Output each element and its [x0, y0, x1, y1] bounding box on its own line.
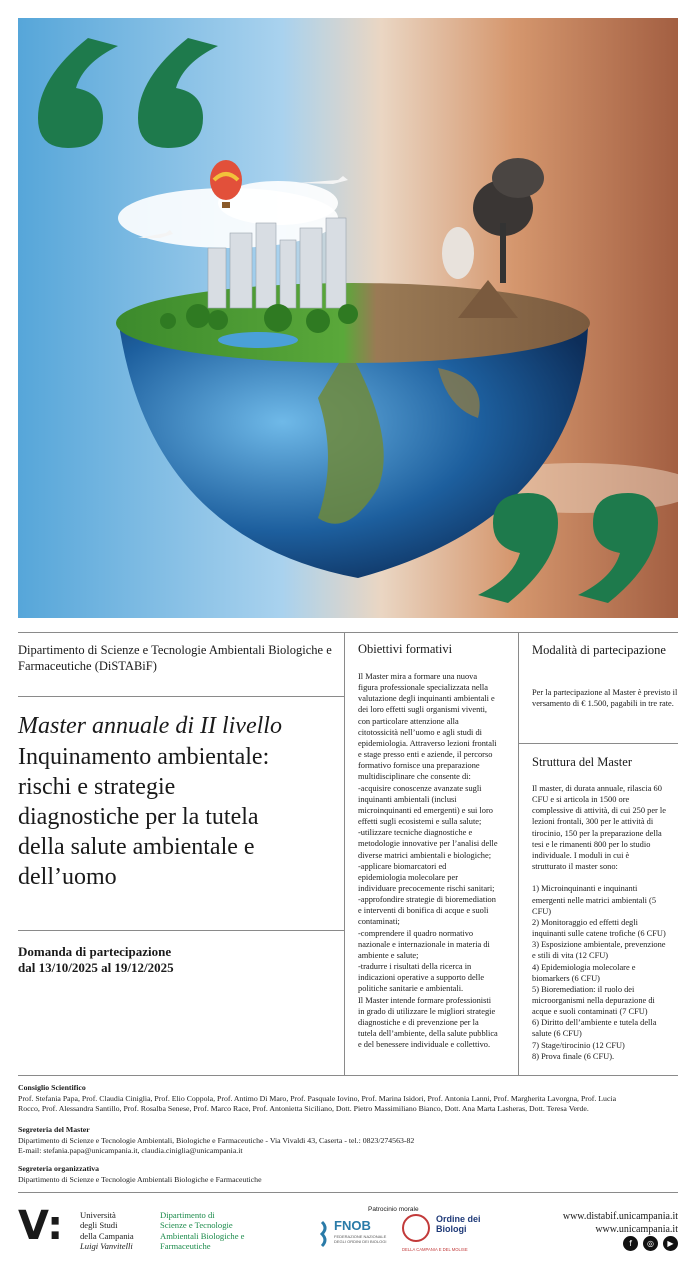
text-line: nazionale e internazionale in materia di — [358, 939, 490, 949]
text-line — [532, 872, 678, 883]
vanvitelli-logo: V: — [18, 1203, 64, 1249]
scientific-committee: Consiglio Scientifico Prof. Stefania Papa, Prof. Claudia Ciniglia, Prof. Elio Coppola, Prof. Antimo Di Maro, Prof. Pasquale Iovino, Prof. Marina Isidori, Prof. Antonia Lanni, Prof. Margherita Lavorgna, Prof. Lucia Rocco, Prof. Alessandra Santillo, Prof. Rosalba Senese, Prof. Marco Race, Prof. Antonietta Siciliano, Dott. Pietro Massimiliano Bianco, Dott. Ana Marta Lasheras, Dott. Teresa Verde. — [18, 1083, 617, 1113]
text-line: biomarkers (6 CFU) — [532, 973, 600, 983]
text-line: 8) Prova finale (6 CFU). — [532, 1051, 615, 1061]
text-line: tirocinio, 150 per la preparazione della — [532, 828, 662, 838]
text-line: indicazioni operative a supporto delle — [358, 973, 485, 983]
odb-logo: Ordine dei Biologi — [436, 1214, 481, 1234]
text-line: 2) Monitoraggio ed effetti degli — [532, 917, 638, 927]
text-line: e del benessere individuale e collettivo. — [358, 1040, 491, 1050]
text-line: diagnostiche e di prevenzione per la — [358, 1017, 479, 1027]
text-line: e stage presso enti e aziende, il percorso — [358, 750, 493, 760]
text-line: epidemiologia. Attraverso lezioni frontali — [358, 738, 497, 748]
odb-logo-icon — [402, 1214, 430, 1242]
text-line: 3) Esposizione ambientale, prevenzione — [532, 940, 666, 950]
bottom-rule — [18, 1075, 678, 1076]
text-line: effetti sugli ecosistemi e sulla salute; — [358, 817, 482, 827]
text-line: 6) Diritto dell’ambiente e tutela della — [532, 1018, 657, 1028]
text-line: dei loro effetti sugli organismi viventi, — [358, 705, 488, 715]
right-column-rule — [518, 743, 678, 744]
column-divider-2 — [518, 632, 519, 1075]
column-divider-1 — [344, 632, 345, 1075]
text-line: formativo fornisce una preparazione — [358, 761, 480, 771]
text-line: figura professionale specializzata nella — [358, 683, 488, 693]
text-line: politiche sanitarie e ambientali. — [358, 984, 464, 994]
text-line: valutazione degli inquinanti ambientali e — [358, 694, 495, 704]
structure-text — [532, 783, 678, 1062]
text-line: con particolare attenzione alla — [358, 716, 459, 726]
text-line: multidisciplinare che consente di: — [358, 772, 471, 782]
structure-heading: Struttura del Master — [532, 755, 632, 769]
text-line: Il Master intende formare professionisti — [358, 995, 492, 1005]
text-line: acque e suoli contaminati (7 CFU) — [532, 1007, 648, 1017]
text-line: -tradurre i risultati della ricerca in — [358, 962, 472, 972]
footer — [18, 1192, 678, 1256]
earth-illustration — [18, 18, 678, 618]
text-line: citotossicità nell’uomo e agli studi di — [358, 727, 482, 737]
text-line: ambiente e salute; — [358, 950, 419, 960]
text-line: 1) Microinquinanti e inquinanti — [532, 884, 638, 894]
text-line: Il master, di durata annuale, rilascia 60 — [532, 784, 662, 793]
application-period: Domanda di partecipazione dal 13/10/2025 al 19/12/2025 — [18, 944, 174, 975]
text-line: lezioni frontali, 300 per le attività di — [532, 817, 654, 827]
text-line: complessive di attività, di cui 250 per le — [532, 806, 666, 816]
website-links — [563, 1210, 678, 1236]
text-line: -acquisire conoscenze avanzate sugli — [358, 783, 482, 793]
text-line: strutturato il master sono: — [532, 862, 618, 872]
text-line: 7) Stage/tirocinio (12 CFU) — [532, 1040, 625, 1050]
text-line: individuale. I moduli in cui è — [532, 850, 630, 860]
text-line: epidemiologia molecolare per — [358, 872, 458, 882]
top-rule — [18, 632, 678, 633]
text-line: -applicare biomarcatori ed — [358, 861, 447, 871]
text-line: -approfondire strategie di bioremediation — [358, 895, 496, 905]
patronage-label: Patrocinio morale — [368, 1206, 419, 1213]
facebook-icon[interactable]: f — [623, 1236, 638, 1251]
objectives-text — [358, 671, 514, 1050]
master-title: Inquinamento ambientale: rischi e strategie diagnostiche per la tutela della salute ambientale e dell’uomo — [18, 744, 270, 890]
instagram-icon[interactable]: ◎ — [643, 1236, 658, 1251]
unicampania-url[interactable]: www.unicampania.it — [595, 1224, 678, 1235]
master-secretariat: Segreteria del Master Dipartimento di Scienze e Tecnologie Ambientali, Biologiche e Farmaceutiche - Via Vivaldi 43, Caserta - tel.: 0823/274563-82 E-mail: stefania.papa@unicampania.it, claudia.ciniglia@unicampania.it — [18, 1125, 415, 1155]
social-links — [623, 1236, 678, 1251]
organizational-secretariat: Segreteria organizzativa Dipartimento di Scienze e Tecnologie Ambientali Biologiche e Farmaceutiche — [18, 1164, 262, 1184]
left-column-rule-2 — [18, 930, 344, 931]
objectives-heading: Obiettivi formativi — [358, 642, 453, 656]
hero-image — [18, 18, 678, 618]
text-line: Il Master mira a formare una nuova — [358, 672, 478, 681]
text-line: -comprendere il quadro normativo — [358, 928, 474, 938]
text-line: e stili di vita (12 CFU) — [532, 951, 609, 961]
odb-subtitle: DELLA CAMPANIA E DEL MOLISE — [402, 1247, 468, 1252]
text-line: diverse matrici ambientali e biologiche; — [358, 850, 492, 860]
department-logo-text: Dipartimento di Scienze e Tecnologie Ambientali Biologiche e Farmaceutiche — [160, 1210, 245, 1252]
left-column-rule — [18, 696, 344, 697]
text-line: tutela dell’ambiente, della salute pubblica — [358, 1029, 498, 1038]
text-line: e interventi di bonifica di acque e suoli — [358, 906, 489, 916]
text-line: emergenti nelle matrici ambientali (5 — [532, 895, 657, 905]
participation-text: Per la partecipazione al Master è previsto il versamento di € 1.500, pagabili in tre rate. — [532, 688, 678, 709]
distabif-url[interactable]: www.distabif.unicampania.it — [562, 1211, 678, 1222]
text-line: contaminati; — [358, 917, 400, 927]
text-line: microorganismi nella depurazione di — [532, 995, 655, 1005]
fnob-logo: FNOB — [334, 1218, 371, 1233]
text-line: tesi e le rimanenti 800 per lo studio — [532, 839, 651, 849]
text-line: metodologie innovative per l’analisi delle — [358, 839, 498, 849]
university-name: Università degli Studi della Campania Luigi Vanvitelli — [80, 1210, 134, 1252]
text-line: 5) Bioremediation: il ruolo dei — [532, 984, 635, 994]
text-line: salute (6 CFU) — [532, 1029, 582, 1039]
text-line: inquinanti ambientali (inclusi — [358, 794, 457, 804]
text-line: 4) Epidemiologia molecolare e — [532, 962, 636, 972]
text-line: -utilizzare tecniche diagnostiche e — [358, 828, 473, 838]
text-line: CFU e si articola in 1500 ore — [532, 795, 630, 805]
department-name: Dipartimento di Scienze e Tecnologie Ambientali Biologiche e Farmaceutiche (DiSTABiF) — [18, 643, 332, 673]
text-line: inquinanti sulle catene trofiche (6 CFU) — [532, 929, 666, 939]
participation-heading: Modalità di partecipazione — [532, 643, 666, 657]
fnob-subtitle: FEDERAZIONE NAZIONALE DEGLI ORDINI DEI BIOLOGI — [334, 1234, 387, 1244]
text-line: microinquinanti ed emergenti) e sui loro — [358, 805, 493, 815]
youtube-icon[interactable]: ▶ — [663, 1236, 678, 1251]
master-subtitle: Master annuale di II livello — [18, 713, 282, 739]
text-line: CFU) — [532, 906, 552, 916]
text-line: in grado di utilizzare le migliori strategie — [358, 1006, 496, 1016]
text-line: individuare precocemente rischi sanitari; — [358, 883, 495, 893]
